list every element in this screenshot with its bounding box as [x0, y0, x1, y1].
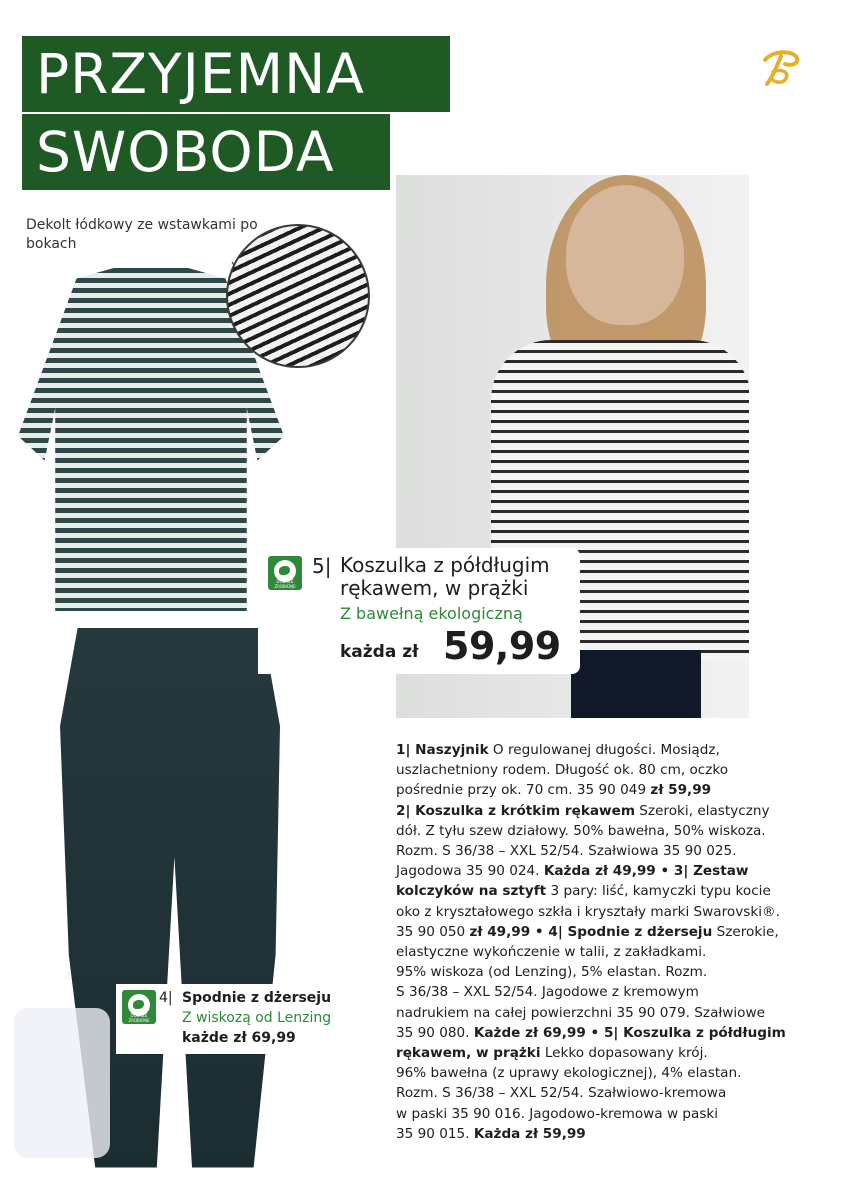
desc-bold: zł 49,99 • 4| Spodnie z dżerseju: [469, 923, 713, 940]
desc-bold: Każda zł 59,99: [473, 1125, 586, 1142]
dobrze-zrobione-eco-icon: [268, 556, 302, 590]
offer-5-title: [340, 554, 550, 600]
desc-bold: 1| Naszyjnik: [396, 742, 489, 758]
desc-line: [396, 740, 824, 760]
desc-line: w paski 35 90 016. Jagodowo-kremowa w paski: [396, 1105, 719, 1122]
offer-4-title: Spodnie z dżerseju: [182, 990, 332, 1006]
desc-bold: Każde zł 69,99 • 5| Koszulka z półdługim: [473, 1024, 786, 1041]
desc-line: elastyczne wykończenie w talii, z zakładkami.: [396, 944, 707, 961]
desc-line: dół. Z tyłu szew działowy. 50% bawełna, 50% wiskoza.: [396, 822, 766, 839]
desc-bold: Każda zł 49,99 • 3| Zestaw: [543, 863, 749, 880]
dobrze-zrobione-eco-icon: [122, 990, 156, 1024]
desc-text: 35 90 080.: [396, 1024, 474, 1041]
desc-line: [396, 861, 824, 881]
neckline-detail-zoom: [226, 224, 370, 368]
desc-line: [396, 1043, 824, 1063]
desc-bold: zł 59,99: [650, 782, 712, 799]
offer-5-title-line-1: Koszulka z półdługim: [340, 553, 550, 577]
desc-text: 3 pary: liść, kamyczki typu kocie: [546, 883, 771, 900]
offer-5-subtitle: Z bawełną ekologiczną: [340, 604, 523, 623]
eco-tag: DOBRZE ZROBIONE: [274, 579, 296, 589]
desc-line: 96% bawełna (z uprawy ekologicznej), 4% elastan.: [396, 1065, 742, 1082]
page-title-line-2: SWOBODA: [22, 114, 390, 190]
offer-4-price: każde zł 69,99: [182, 1030, 296, 1046]
page-title-line-1: PRZYJEMNA: [22, 36, 450, 112]
offer-5-price: 59,99: [443, 624, 561, 668]
desc-line: S 36/38 – XXL 52/54. Jagodowe z kremowym: [396, 984, 699, 1001]
desc-line: nadrukiem na całej powierzchni 35 90 079. Szałwiowe: [396, 1004, 765, 1021]
neckline-caption: Dekolt łódkowy ze wstawkami po bokach: [26, 217, 258, 252]
desc-line: Rozm. S 36/38 – XXL 52/54. Szałwiowo-kremowa: [396, 1085, 727, 1102]
desc-line: [396, 780, 824, 800]
desc-text: O regulowanej długości. Mosiądz,: [488, 742, 720, 758]
offer-5-title-line-2: rękawem, w prążki: [340, 576, 529, 600]
offer-4-subtitle: Z wiskozą od Lenzing: [182, 1010, 332, 1026]
desc-line: [396, 1124, 824, 1144]
desc-bold: 2| Koszulka z krótkim rękawem: [396, 802, 635, 819]
offer-5-box: [258, 548, 580, 674]
tchibo-logo-icon: [755, 42, 805, 92]
desc-bold: kolczyków na sztyft: [396, 883, 547, 900]
desc-text: 35 90 050: [396, 923, 470, 940]
offer-5-each-label: każda zł: [340, 642, 419, 662]
offer-5-number: 5|: [312, 554, 332, 578]
desc-line: 95% wiskoza (od Lenzing), 5% elastan. Rozm.: [396, 964, 708, 981]
model-face: [566, 185, 684, 325]
desc-text: Szeroki, elastyczny: [634, 802, 770, 819]
desc-text: Szerokie,: [712, 923, 779, 940]
desc-bold: rękawem, w prążki: [396, 1045, 541, 1062]
desc-line: uszlachetniony rodem. Długość ok. 80 cm, oczko: [396, 762, 729, 779]
offer-4-number: 4|: [159, 990, 173, 1006]
offer-4-box: [116, 984, 362, 1054]
eco-tag: DOBRZE ZROBIONE: [128, 1013, 150, 1023]
watermark-decoration: [14, 1008, 110, 1158]
desc-text: pośrednie przy ok. 70 cm. 35 90 049: [396, 782, 651, 799]
desc-text: 35 90 015.: [396, 1125, 474, 1142]
desc-line: [396, 922, 824, 942]
desc-line: oko z kryształowego szkła i kryształy marki Swarovski®.: [396, 903, 780, 920]
desc-line: [396, 881, 824, 901]
product-description: [396, 740, 824, 1144]
desc-line: Rozm. S 36/38 – XXL 52/54. Szałwiowa 35 90 025.: [396, 843, 737, 860]
desc-text: Jagodowa 35 90 024.: [396, 863, 544, 880]
desc-line: [396, 801, 824, 821]
desc-line: [396, 1023, 824, 1043]
desc-text: Lekko dopasowany krój.: [540, 1045, 708, 1062]
model-pants: [571, 650, 701, 718]
